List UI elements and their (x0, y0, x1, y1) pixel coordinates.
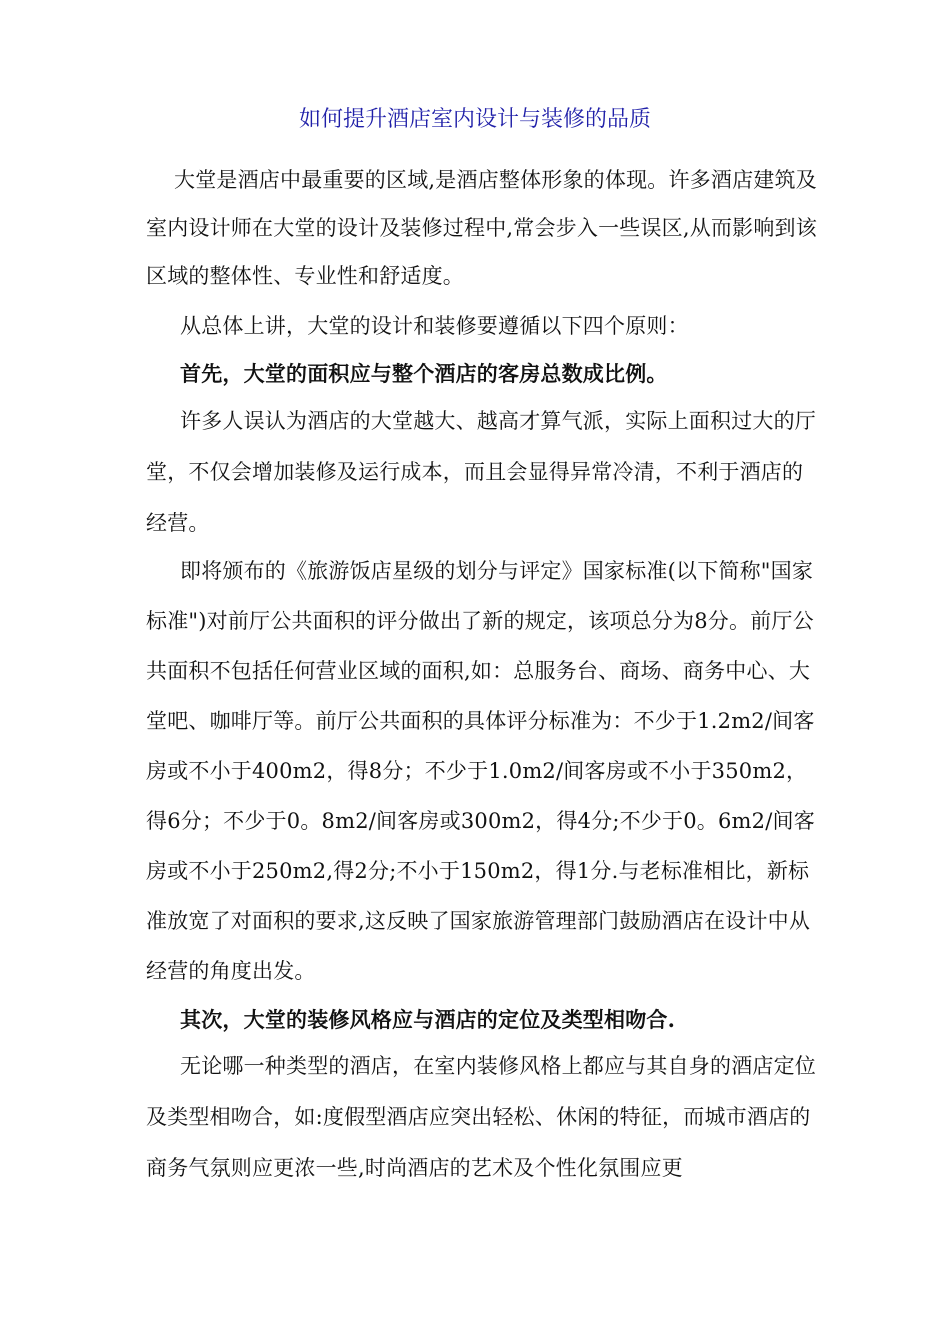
paragraph-lobby-intro: 大堂是酒店中最重要的区域,是酒店整体形象的体现。许多酒店建筑及室内设计师在大堂的设计及装修过程中,常会步入一些误区,从而影响到该区域的整体性、专业性和舒适度。 (146, 168, 817, 288)
paragraph-national-standard: 即将颁布的《旅游饭店星级的划分与评定》国家标准(以下简称"国家标准")对前厅公共面积的评分做出了新的规定，该项总分为8分。前厅公共面积不包括任何营业区域的面积,如：总服务台、商场、商务中心、大堂吧、咖啡厅等。前厅公共面积的具体评分标准为：不少于1.2m2/间客房或不小于400m2，得8分；不少于1.0m2/间客房或不小于350m2，得6分；不少于0。8m2/间客房或300m2，得4分;不少于0。6m2/间客房或不小于250m2,得2分;不小于150m2，得1分.与老标准相比，新标准放宽了对面积的要求,这反映了国家旅游管理部门鼓励酒店在设计中从经营的角度出发。 (146, 559, 815, 983)
heading-principle-one: 首先，大堂的面积应与整个酒店的客房总数成比例。 (180, 361, 668, 386)
paragraph-decoration-style: 无论哪一种类型的酒店，在室内装修风格上都应与其自身的酒店定位及类型相吻合，如:度假型酒店应突出轻松、休闲的特征，而城市酒店的商务气氛则应更浓一些,时尚酒店的艺术及个性化氛围应更 (146, 1054, 816, 1180)
paragraph-lobby-size: 许多人误认为酒店的大堂越大、越高才算气派，实际上面积过大的厅堂，不仅会增加装修及运行成本，而且会显得异常冷清，不利于酒店的经营。 (146, 409, 816, 535)
heading-principle-two: 其次，大堂的装修风格应与酒店的定位及类型相吻合. (180, 1007, 676, 1032)
document-title: 如何提升酒店室内设计与装修的品质 (298, 107, 651, 132)
paragraph-principles-intro: 从总体上讲，大堂的设计和装修要遵循以下四个原则： (180, 314, 689, 338)
